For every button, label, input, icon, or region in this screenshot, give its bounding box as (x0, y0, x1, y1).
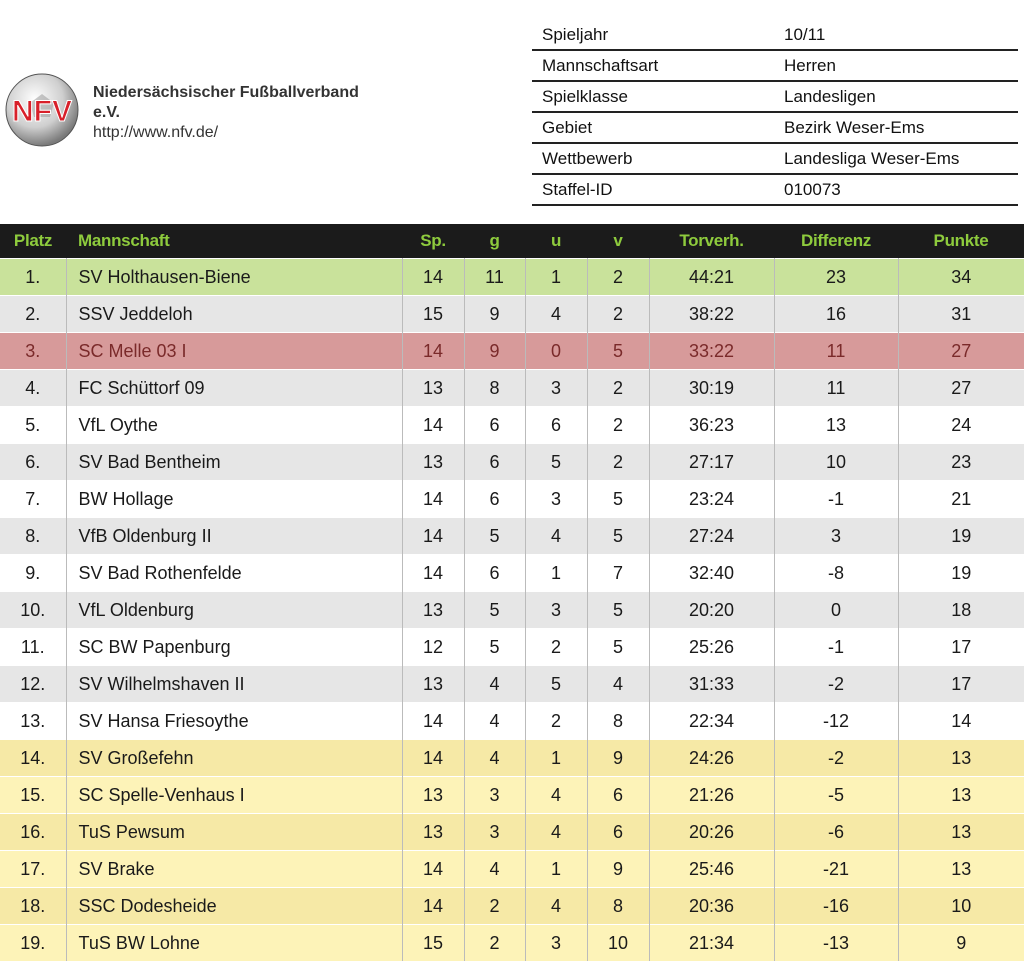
info-key: Gebiet (532, 112, 774, 143)
info-key: Spielklasse (532, 81, 774, 112)
info-row (532, 81, 1018, 112)
cell-team[interactable]: FC Schüttorf 09 (66, 370, 402, 407)
cell-platz: 7. (0, 481, 66, 518)
page-header (0, 0, 1024, 222)
cell-team[interactable]: VfB Oldenburg II (66, 518, 402, 555)
cell-unentschieden: 4 (525, 888, 587, 925)
cell-unentschieden: 1 (525, 740, 587, 777)
cell-team[interactable]: SV Bad Rothenfelde (66, 555, 402, 592)
info-row (532, 143, 1018, 174)
col-header-mannschaft[interactable]: Mannschaft (78, 231, 170, 250)
cell-gewonnen: 4 (464, 851, 525, 888)
cell-differenz: -2 (774, 740, 898, 777)
table-row (0, 407, 1024, 444)
cell-team[interactable]: SSC Dodesheide (66, 888, 402, 925)
cell-platz: 9. (0, 555, 66, 592)
cell-differenz: 3 (774, 518, 898, 555)
cell-punkte: 34 (898, 259, 1024, 296)
cell-spiele: 15 (402, 296, 464, 333)
cell-team[interactable]: SV Hansa Friesoythe (66, 703, 402, 740)
cell-torverhaeltnis: 21:34 (649, 925, 774, 961)
table-row (0, 444, 1024, 481)
cell-platz: 2. (0, 296, 66, 333)
cell-gewonnen: 9 (464, 333, 525, 370)
cell-punkte: 9 (898, 925, 1024, 961)
cell-torverhaeltnis: 30:19 (649, 370, 774, 407)
cell-differenz: -8 (774, 555, 898, 592)
col-header-differenz[interactable]: Differenz (800, 231, 872, 250)
cell-punkte: 19 (898, 518, 1024, 555)
cell-punkte: 27 (898, 333, 1024, 370)
cell-verloren: 9 (587, 851, 649, 888)
cell-verloren: 2 (587, 444, 649, 481)
cell-team[interactable]: SC BW Papenburg (66, 629, 402, 666)
cell-punkte: 17 (898, 666, 1024, 703)
cell-gewonnen: 3 (464, 814, 525, 851)
cell-punkte: 27 (898, 370, 1024, 407)
cell-gewonnen: 5 (464, 629, 525, 666)
info-row (532, 20, 1018, 50)
cell-unentschieden: 5 (525, 666, 587, 703)
cell-verloren: 6 (587, 814, 649, 851)
cell-unentschieden: 1 (525, 259, 587, 296)
cell-verloren: 10 (587, 925, 649, 961)
cell-spiele: 14 (402, 407, 464, 444)
cell-platz: 1. (0, 259, 66, 296)
info-value: 010073 (774, 174, 1018, 205)
cell-torverhaeltnis: 27:24 (649, 518, 774, 555)
info-row (532, 174, 1018, 205)
cell-torverhaeltnis: 27:17 (649, 444, 774, 481)
cell-unentschieden: 1 (525, 555, 587, 592)
cell-gewonnen: 6 (464, 444, 525, 481)
cell-team[interactable]: SV Großefehn (66, 740, 402, 777)
cell-platz: 19. (0, 925, 66, 961)
cell-platz: 18. (0, 888, 66, 925)
cell-verloren: 5 (587, 592, 649, 629)
cell-verloren: 5 (587, 518, 649, 555)
col-header-u[interactable]: u (550, 231, 562, 250)
info-key: Mannschaftsart (532, 50, 774, 81)
cell-platz: 5. (0, 407, 66, 444)
cell-platz: 3. (0, 333, 66, 370)
table-row (0, 555, 1024, 592)
cell-differenz: 11 (774, 370, 898, 407)
cell-platz: 14. (0, 740, 66, 777)
cell-platz: 4. (0, 370, 66, 407)
cell-verloren: 8 (587, 703, 649, 740)
cell-gewonnen: 3 (464, 777, 525, 814)
col-header-v[interactable]: v (613, 231, 623, 250)
cell-verloren: 2 (587, 407, 649, 444)
cell-punkte: 17 (898, 629, 1024, 666)
cell-gewonnen: 11 (464, 259, 525, 296)
cell-platz: 8. (0, 518, 66, 555)
cell-unentschieden: 3 (525, 592, 587, 629)
cell-platz: 17. (0, 851, 66, 888)
cell-verloren: 5 (587, 629, 649, 666)
cell-verloren: 7 (587, 555, 649, 592)
cell-spiele: 13 (402, 592, 464, 629)
cell-torverhaeltnis: 24:26 (649, 740, 774, 777)
cell-gewonnen: 5 (464, 592, 525, 629)
cell-torverhaeltnis: 33:22 (649, 333, 774, 370)
cell-team[interactable]: SV Brake (66, 851, 402, 888)
cell-differenz: -21 (774, 851, 898, 888)
col-header-torverh[interactable]: Torverh. (679, 231, 744, 250)
cell-gewonnen: 8 (464, 370, 525, 407)
nfv-logo (2, 72, 82, 148)
cell-verloren: 2 (587, 296, 649, 333)
cell-torverhaeltnis: 21:26 (649, 777, 774, 814)
cell-punkte: 13 (898, 814, 1024, 851)
cell-verloren: 8 (587, 888, 649, 925)
cell-differenz: -13 (774, 925, 898, 961)
standings-table (0, 224, 1024, 961)
cell-unentschieden: 5 (525, 444, 587, 481)
cell-platz: 12. (0, 666, 66, 703)
cell-team[interactable]: TuS BW Lohne (66, 925, 402, 961)
info-value: Herren (774, 50, 1018, 81)
cell-punkte: 14 (898, 703, 1024, 740)
cell-differenz: -2 (774, 666, 898, 703)
cell-gewonnen: 6 (464, 481, 525, 518)
cell-punkte: 13 (898, 777, 1024, 814)
cell-gewonnen: 2 (464, 888, 525, 925)
cell-team[interactable]: BW Hollage (66, 481, 402, 518)
cell-verloren: 2 (587, 259, 649, 296)
cell-spiele: 13 (402, 666, 464, 703)
info-value: Bezirk Weser-Ems (774, 112, 1018, 143)
cell-spiele: 14 (402, 555, 464, 592)
cell-platz: 10. (0, 592, 66, 629)
table-row (0, 333, 1024, 370)
cell-differenz: -16 (774, 888, 898, 925)
cell-differenz: -5 (774, 777, 898, 814)
cell-torverhaeltnis: 23:24 (649, 481, 774, 518)
cell-differenz: 23 (774, 259, 898, 296)
cell-team[interactable]: SC Spelle-Venhaus I (66, 777, 402, 814)
standings-header-row (0, 224, 1024, 259)
cell-torverhaeltnis: 32:40 (649, 555, 774, 592)
cell-spiele: 14 (402, 740, 464, 777)
cell-punkte: 24 (898, 407, 1024, 444)
cell-unentschieden: 4 (525, 296, 587, 333)
cell-torverhaeltnis: 22:34 (649, 703, 774, 740)
org-name-suffix: e.V. (93, 104, 120, 121)
cell-team[interactable]: SV Bad Bentheim (66, 444, 402, 481)
info-key: Spieljahr (532, 20, 774, 50)
league-info-table (532, 20, 1018, 206)
org-url-link[interactable]: http://www.nfv.de/ (93, 124, 219, 141)
cell-spiele: 13 (402, 814, 464, 851)
cell-verloren: 6 (587, 777, 649, 814)
cell-platz: 16. (0, 814, 66, 851)
cell-platz: 6. (0, 444, 66, 481)
cell-gewonnen: 6 (464, 555, 525, 592)
table-row (0, 629, 1024, 666)
cell-team[interactable]: SV Wilhelmshaven II (66, 666, 402, 703)
cell-differenz: 16 (774, 296, 898, 333)
cell-spiele: 14 (402, 259, 464, 296)
cell-team[interactable]: SC Melle 03 I (66, 333, 402, 370)
cell-unentschieden: 3 (525, 370, 587, 407)
col-header-platz[interactable]: Platz (13, 231, 53, 250)
cell-unentschieden: 2 (525, 629, 587, 666)
cell-team[interactable]: VfL Oythe (66, 407, 402, 444)
cell-punkte: 13 (898, 851, 1024, 888)
table-row (0, 296, 1024, 333)
cell-team[interactable]: VfL Oldenburg (66, 592, 402, 629)
table-row (0, 925, 1024, 961)
cell-torverhaeltnis: 36:23 (649, 407, 774, 444)
cell-verloren: 9 (587, 740, 649, 777)
table-row (0, 777, 1024, 814)
cell-verloren: 2 (587, 370, 649, 407)
cell-spiele: 14 (402, 851, 464, 888)
cell-team[interactable]: TuS Pewsum (66, 814, 402, 851)
table-row (0, 370, 1024, 407)
table-row (0, 888, 1024, 925)
cell-unentschieden: 4 (525, 518, 587, 555)
cell-unentschieden: 3 (525, 481, 587, 518)
col-header-punkte[interactable]: Punkte (933, 231, 989, 250)
col-header-sp[interactable]: Sp. (420, 231, 446, 250)
info-value: Landesliga Weser-Ems (774, 143, 1018, 174)
cell-torverhaeltnis: 20:20 (649, 592, 774, 629)
cell-unentschieden: 4 (525, 814, 587, 851)
cell-spiele: 14 (402, 703, 464, 740)
cell-torverhaeltnis: 38:22 (649, 296, 774, 333)
table-row (0, 666, 1024, 703)
cell-unentschieden: 4 (525, 777, 587, 814)
logo-text: NFV (12, 95, 72, 128)
info-value: 10/11 (774, 20, 1018, 50)
cell-differenz: -6 (774, 814, 898, 851)
table-row (0, 703, 1024, 740)
cell-torverhaeltnis: 25:46 (649, 851, 774, 888)
table-row (0, 518, 1024, 555)
cell-torverhaeltnis: 20:36 (649, 888, 774, 925)
cell-spiele: 14 (402, 333, 464, 370)
cell-differenz: 0 (774, 592, 898, 629)
cell-gewonnen: 4 (464, 703, 525, 740)
cell-verloren: 5 (587, 481, 649, 518)
cell-unentschieden: 1 (525, 851, 587, 888)
cell-differenz: -1 (774, 629, 898, 666)
info-key: Wettbewerb (532, 143, 774, 174)
cell-platz: 11. (0, 629, 66, 666)
org-name: Niedersächsischer Fußballverband (93, 84, 359, 101)
table-row (0, 851, 1024, 888)
cell-unentschieden: 6 (525, 407, 587, 444)
cell-differenz: 13 (774, 407, 898, 444)
cell-punkte: 19 (898, 555, 1024, 592)
table-row (0, 740, 1024, 777)
cell-differenz: -12 (774, 703, 898, 740)
cell-unentschieden: 3 (525, 925, 587, 961)
cell-differenz: 11 (774, 333, 898, 370)
cell-torverhaeltnis: 25:26 (649, 629, 774, 666)
table-row (0, 592, 1024, 629)
cell-gewonnen: 5 (464, 518, 525, 555)
info-row (532, 112, 1018, 143)
cell-torverhaeltnis: 31:33 (649, 666, 774, 703)
cell-differenz: 10 (774, 444, 898, 481)
cell-spiele: 14 (402, 481, 464, 518)
col-header-g[interactable]: g (489, 231, 500, 250)
cell-team[interactable]: SSV Jeddeloh (66, 296, 402, 333)
cell-punkte: 18 (898, 592, 1024, 629)
cell-spiele: 14 (402, 888, 464, 925)
info-value: Landesligen (774, 81, 1018, 112)
cell-spiele: 13 (402, 777, 464, 814)
cell-verloren: 5 (587, 333, 649, 370)
cell-unentschieden: 2 (525, 703, 587, 740)
info-key: Staffel-ID (532, 174, 774, 205)
table-row (0, 481, 1024, 518)
cell-gewonnen: 4 (464, 666, 525, 703)
cell-torverhaeltnis: 20:26 (649, 814, 774, 851)
cell-gewonnen: 6 (464, 407, 525, 444)
cell-punkte: 10 (898, 888, 1024, 925)
cell-torverhaeltnis: 44:21 (649, 259, 774, 296)
cell-differenz: -1 (774, 481, 898, 518)
cell-unentschieden: 0 (525, 333, 587, 370)
organization-info (93, 83, 359, 143)
cell-gewonnen: 9 (464, 296, 525, 333)
cell-punkte: 23 (898, 444, 1024, 481)
cell-team[interactable]: SV Holthausen-Biene (66, 259, 402, 296)
cell-gewonnen: 2 (464, 925, 525, 961)
info-row (532, 50, 1018, 81)
cell-platz: 15. (0, 777, 66, 814)
cell-gewonnen: 4 (464, 740, 525, 777)
cell-punkte: 31 (898, 296, 1024, 333)
cell-punkte: 21 (898, 481, 1024, 518)
cell-verloren: 4 (587, 666, 649, 703)
cell-spiele: 14 (402, 518, 464, 555)
table-row (0, 259, 1024, 296)
cell-platz: 13. (0, 703, 66, 740)
table-row (0, 814, 1024, 851)
cell-spiele: 12 (402, 629, 464, 666)
cell-spiele: 13 (402, 444, 464, 481)
cell-spiele: 15 (402, 925, 464, 961)
cell-punkte: 13 (898, 740, 1024, 777)
cell-spiele: 13 (402, 370, 464, 407)
